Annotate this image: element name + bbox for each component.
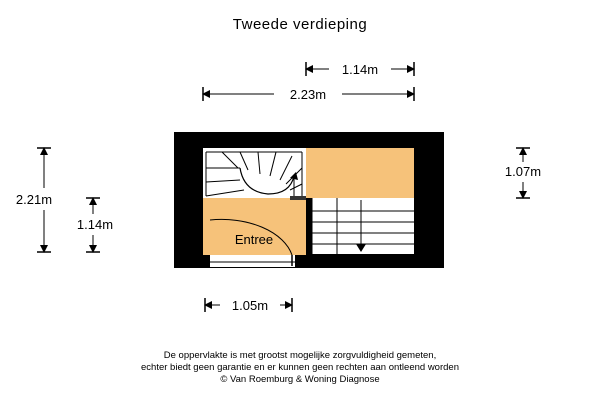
entrance-doorway bbox=[210, 255, 295, 267]
disclaimer bbox=[0, 350, 600, 386]
dimension-label-right: 1.07m bbox=[504, 164, 542, 179]
room-label-entrance: Entree bbox=[234, 232, 274, 247]
dimension-left-inner bbox=[77, 198, 113, 252]
dimension-bottom bbox=[205, 298, 292, 313]
dimension-left-total bbox=[16, 148, 52, 252]
stair-landing-marker bbox=[290, 196, 306, 200]
disclaimer-line-3: © Van Roemburg & Woning Diagnose bbox=[220, 374, 380, 385]
disclaimer-line-2: echter biedt geen garantie en er kunnen geen rechten aan ontleend worden bbox=[141, 362, 459, 373]
dimension-top-total bbox=[203, 87, 414, 102]
dimension-label-top-small: 1.14m bbox=[341, 62, 379, 77]
dimension-label-left-total: 2.21m bbox=[15, 192, 53, 207]
dimension-top-small bbox=[306, 62, 414, 77]
disclaimer-line-1: De oppervlakte is met grootst mogelijke zorgvuldigheid gemeten, bbox=[163, 350, 437, 361]
floor-title: Tweede verdieping bbox=[232, 16, 368, 33]
dimension-label-left-inner: 1.14m bbox=[76, 217, 114, 232]
dimension-label-bottom: 1.05m bbox=[231, 298, 269, 313]
room-upper-right bbox=[306, 148, 414, 198]
dimension-right bbox=[505, 148, 541, 198]
dimension-label-top-total: 2.23m bbox=[289, 87, 327, 102]
